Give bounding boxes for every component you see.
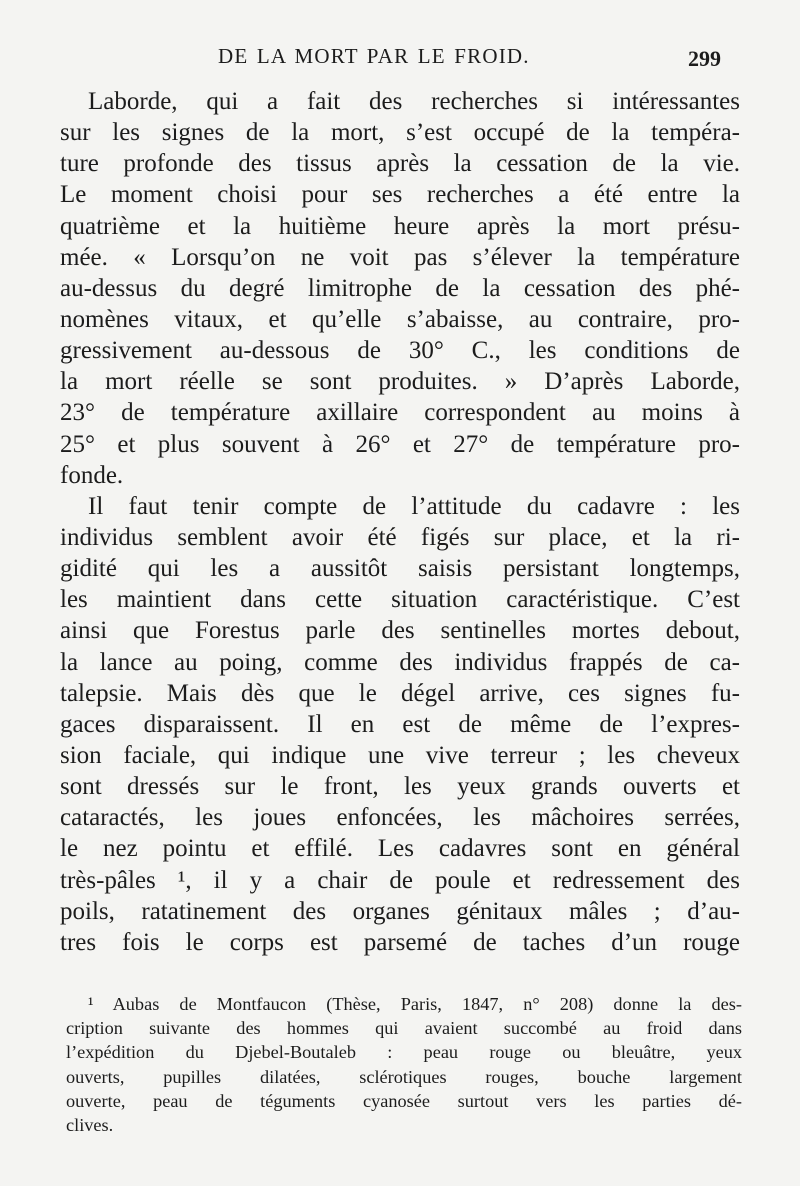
text-line: sont dressés sur le front, les yeux grands ouverts et (60, 773, 740, 801)
text-line: la lance au poing, comme des individus frappés de ca- (60, 648, 740, 676)
text-line: gidité qui les a aussitôt saisis persistant longtemps, (60, 555, 740, 583)
text-line: le nez pointu et effilé. Les cadavres sont en général (60, 835, 740, 863)
text-line: gressivement au-dessous de 30° C., les conditions de (60, 337, 740, 365)
body-text (60, 86, 740, 958)
text-line: Il faut tenir compte de l’attitude du cadavre : les (88, 492, 740, 520)
text-line: au-dessus du degré limitrophe de la cessation des phé- (60, 274, 740, 302)
footnote-line: ¹ Aubas de Montfaucon (Thèse, Paris, 1847, n° 208) donne la des- (88, 994, 742, 1014)
text-line: les maintient dans cette situation caractéristique. C’est (60, 586, 740, 614)
text-line: individus semblent avoir été figés sur place, et la ri- (60, 523, 740, 551)
text-line: cataractés, les joues enfoncées, les mâchoires serrées, (60, 804, 740, 832)
text-line: 25° et plus souvent à 26° et 27° de température pro- (60, 430, 740, 458)
text-line: la mort réelle se sont produites. » D’après Laborde, (60, 368, 740, 396)
text-line: Le moment choisi pour ses recherches a été entre la (60, 181, 740, 209)
page-number: 299 (688, 46, 721, 71)
text-line: tres fois le corps est parsemé de taches d’un rouge (60, 928, 740, 956)
text-line: sion faciale, qui indique une vive terreur ; les cheveux (60, 741, 740, 769)
footnote-line: clives. (66, 1114, 114, 1135)
footnotes (66, 992, 742, 1137)
text-line: sur les signes de la mort, s’est occupé de la tempéra- (60, 119, 740, 147)
footnote-line: ouverte, peau de téguments cyanosée surtout vers les parties dé- (66, 1090, 742, 1111)
footnote-line: cription suivante des hommes qui avaient succombé au froid dans (66, 1018, 742, 1039)
text-line: quatrième et la huitième heure après la mort présu- (60, 212, 740, 240)
text-line: ainsi que Forestus parle des sentinelles mortes debout, (60, 617, 740, 645)
text-line: poils, ratatinement des organes génitaux mâles ; d’au- (60, 897, 740, 925)
running-head: DE LA MORT PAR LE FROID. (218, 44, 530, 68)
text-line: talepsie. Mais dès que le dégel arrive, ces signes fu- (60, 679, 740, 707)
text-line: 23° de température axillaire correspondent au moins à (60, 399, 740, 427)
text-line: très-pâles ¹, il y a chair de poule et redressement des (60, 866, 740, 894)
text-line: gaces disparaissent. Il en est de même de l’expres- (60, 710, 740, 738)
footnote-line: l’expédition du Djebel-Boutaleb : peau rouge ou bleuâtre, yeux (66, 1042, 742, 1063)
text-line: Laborde, qui a fait des recherches si intéressantes (88, 88, 740, 115)
text-line: mée. « Lorsqu’on ne voit pas s’élever la température (60, 243, 740, 271)
footnote-line: ouverts, pupilles dilatées, sclérotiques rouges, bouche largement (66, 1066, 742, 1087)
text-line: nomènes vitaux, et qu’elle s’abaisse, au contraire, pro- (60, 305, 740, 333)
text-line: ture profonde des tissus après la cessation de la vie. (60, 150, 740, 178)
text-line: fonde. (60, 461, 124, 489)
